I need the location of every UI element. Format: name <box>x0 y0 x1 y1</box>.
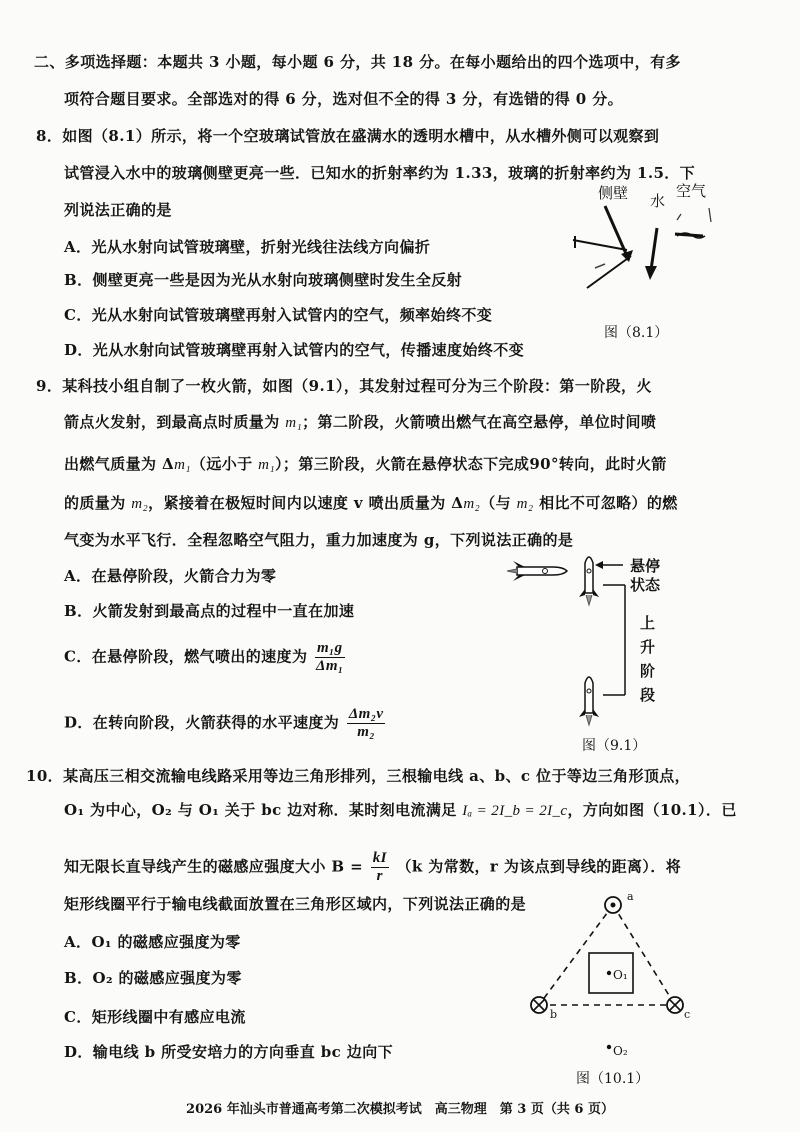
q9-c-num: m₁g <box>316 640 343 656</box>
q10-l2a: O₁ 为中心，O₂ 与 O₁ 关于 bc 边对称．某时刻电流满足 <box>64 801 463 819</box>
wire-b-cross-icon <box>531 997 547 1013</box>
wire-a-dot-icon <box>605 897 621 913</box>
q10-l3b: （k 为常数，r 为该点到导线的距离）．将 <box>396 857 682 876</box>
q9-m1: m₁ <box>285 415 303 431</box>
q9-c-den: Δm₁ <box>316 658 344 674</box>
q9-l4b: ，紧接着在极短时间内以速度 v 喷出质量为 Δ <box>148 494 464 512</box>
section-header-line-1: 二、多项选择题：本题共 3 小题，每小题 6 分，共 18 分。在每小题给出的四个选项中，有多 <box>34 53 681 71</box>
q8-option-d: D．光从水射向试管玻璃壁再射入试管内的空气，传播速度始终不变 <box>64 341 525 359</box>
q9-option-d-fraction <box>347 706 386 741</box>
q10-stem-line-4: 矩形线圈平行于输电线截面放置在三角形区域内，下列说法正确的是 <box>64 895 527 913</box>
q8-option-b: B．侧壁更亮一些是因为光从水射向玻璃侧壁时发生全反射 <box>64 271 463 289</box>
q9-m2-c: m₂ <box>516 496 534 512</box>
q9-option-c-text: C．在悬停阶段，燃气喷出的速度为 <box>64 647 308 666</box>
q9-m1-b: m₁ <box>174 457 191 473</box>
fig8-label-water: 水 <box>650 192 666 210</box>
q10-formula-den: r <box>376 868 383 884</box>
q9-m1-c: m₁ <box>258 457 276 473</box>
q9-m2-b: m₂ <box>463 496 481 512</box>
q9-l3a: 出燃气质量为 Δ <box>64 455 175 473</box>
q10-option-c: C．矩形线圈中有感应电流 <box>64 1008 246 1026</box>
fig10-label-b: b <box>550 1008 558 1021</box>
q9-l3b: （远小于 <box>190 455 259 473</box>
q9-d-den: m₂ <box>357 724 375 740</box>
q9-l3c: ）；第三阶段，火箭在悬停状态下完成90°转向，此时火箭 <box>275 455 667 473</box>
fig9-caption: 图（9.1） <box>582 738 647 754</box>
q10-l2b: ，方向如图（10.1）．已 <box>567 801 737 819</box>
rocket-launch-icon <box>579 677 599 725</box>
q10-formula-num: kI <box>372 850 387 866</box>
q10-stem-line-3 <box>64 850 681 885</box>
fig8-label-wall: 侧壁 <box>598 184 629 202</box>
fig8-caption: 图（8.1） <box>604 325 669 341</box>
wire-c-cross-icon <box>667 997 683 1013</box>
q9-l4d: 相比不可忽略）的燃 <box>533 494 678 512</box>
q10-option-d: D．输电线 b 所受安培力的方向垂直 bc 边向下 <box>64 1043 394 1061</box>
rocket-horizontal-icon <box>507 561 567 581</box>
q8-stem-line-3: 列说法正确的是 <box>64 201 172 219</box>
q9-stem-line-2 <box>64 412 656 433</box>
fig9-rise-label-4: 段 <box>640 686 656 704</box>
q9-stem-line-3 <box>64 454 667 475</box>
q9-option-b: B．火箭发射到最高点的过程中一直在加速 <box>64 602 355 620</box>
q10-formula-fraction <box>371 850 389 885</box>
fig9-rise-label-2: 升 <box>640 638 656 656</box>
fig9-hover-label-1: 悬停 <box>630 557 661 575</box>
q10-stem-line-1: 10．某高压三相交流输电线路采用等边三角形排列，三根输电线 a、b、c 位于等边三角形顶点， <box>26 767 691 785</box>
q9-stem-line-4 <box>64 493 678 514</box>
fig10-label-o2: O₂ <box>613 1044 628 1058</box>
q10-option-a: A．O₁ 的磁感应强度为零 <box>64 933 241 951</box>
q9-option-d-text: D．在转向阶段，火箭获得的水平速度为 <box>64 713 340 732</box>
q9-option-c-fraction <box>315 640 345 675</box>
q9-l4c: （与 <box>480 494 517 512</box>
q10-current-relation: Iₐ = 2I_b = 2I_c <box>462 803 568 819</box>
q10-option-b: B．O₂ 的磁感应强度为零 <box>64 969 242 987</box>
fig8-label-air: 空气 <box>676 182 707 200</box>
page-footer: 2026 年汕头市普通高考第二次模拟考试 高三物理 第 3 页（共 6 页） <box>186 1102 614 1117</box>
q8-option-c: C．光从水射向试管玻璃壁再射入试管内的空气，频率始终不变 <box>64 306 493 324</box>
q10-stem-line-2 <box>64 800 737 821</box>
q9-option-a: A．在悬停阶段，火箭合力为零 <box>64 567 277 585</box>
q9-l2a: 箭点火发射，到最高点时质量为 <box>64 413 286 431</box>
fig10-label-c: c <box>684 1008 691 1021</box>
q9-d-num: Δm₂v <box>348 706 384 722</box>
q9-m2: m₂ <box>131 496 149 512</box>
q9-l2b: ；第二阶段，火箭喷出燃气在高空悬停，单位时间喷 <box>302 413 657 431</box>
q8-stem-line-1: 8．如图（8.1）所示，将一个空玻璃试管放在盛满水的透明水槽中，从水槽外侧可以观察到 <box>36 127 660 145</box>
fig9-hover-label-2: 状态 <box>630 576 661 594</box>
fig10-caption: 图（10.1） <box>576 1071 650 1087</box>
rocket-hovering-icon <box>579 557 599 605</box>
section-header-line-2: 项符合题目要求。全部选对的得 6 分，选对但不全的得 3 分，有选错的得 0 分。 <box>64 90 624 108</box>
q9-stem-line-5: 气变为水平飞行．全程忽略空气阻力，重力加速度为 g，下列说法正确的是 <box>64 531 574 549</box>
q9-option-c <box>64 640 347 675</box>
fig10-label-a: a <box>627 890 634 903</box>
fig9-rise-label-1: 上 <box>640 614 656 632</box>
q8-option-a: A．光从水射向试管玻璃壁，折射光线往法线方向偏折 <box>64 238 431 256</box>
fig10-label-o1: O₁ <box>613 968 628 982</box>
q10-l3a: 知无限长直导线产生的磁感应强度大小 B = <box>64 857 369 876</box>
q8-stem-line-2: 试管浸入水中的玻璃侧壁更亮一些．已知水的折射率约为 1.33，玻璃的折射率约为 1.5．下 <box>64 164 696 182</box>
fig9-rise-label-3: 阶 <box>640 662 656 680</box>
q9-stem-line-1: 9．某科技小组自制了一枚火箭，如图（9.1），其发射过程可分为三个阶段：第一阶段，火 <box>36 377 652 395</box>
q9-option-d <box>64 706 387 741</box>
q9-l4a: 的质量为 <box>64 494 132 512</box>
